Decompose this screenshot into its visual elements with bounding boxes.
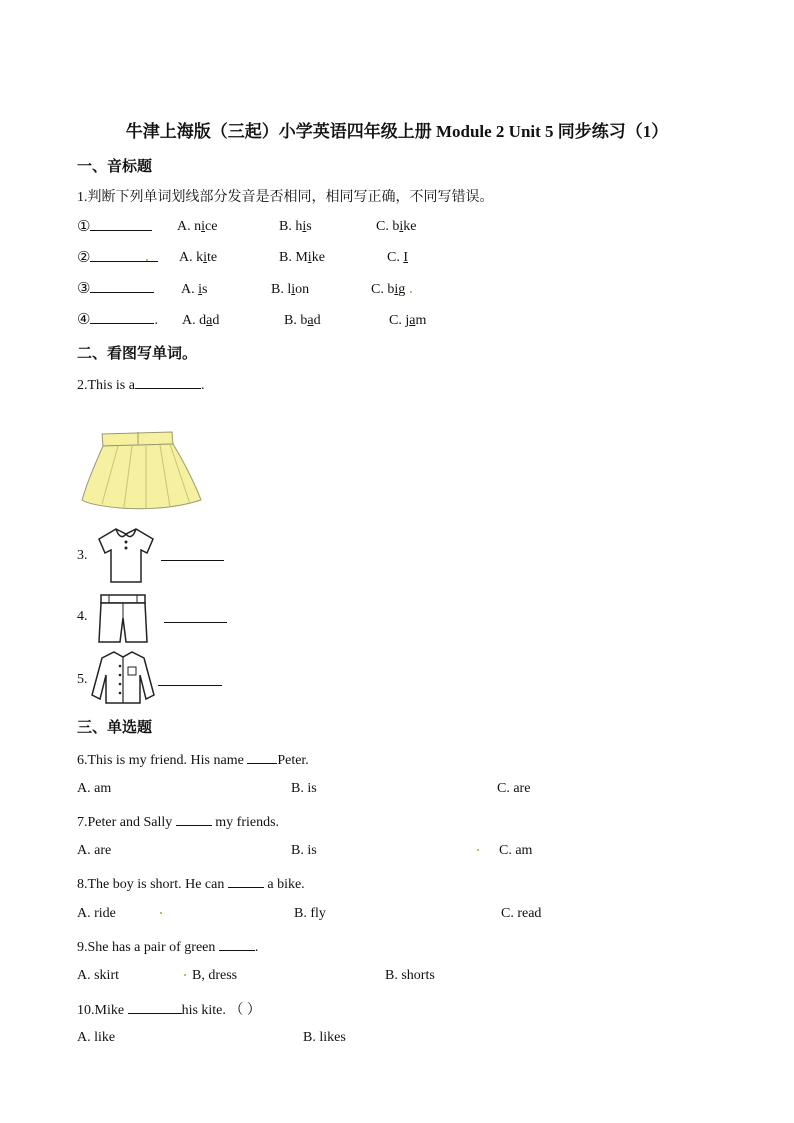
scan-dot [477,849,479,851]
answer-blank[interactable] [228,874,264,888]
option-c: C. bike [376,219,417,234]
shorts-image [97,592,149,646]
option-b: B. Mike [279,250,325,265]
answer-blank[interactable] [90,217,152,231]
scan-dot [410,291,412,293]
answer-blank[interactable] [161,560,224,561]
option-c: C. I [387,250,409,265]
scan-dot [184,974,186,976]
document-title: 牛津上海版（三起）小学英语四年级上册 Module 2 Unit 5 同步练习（1） [125,122,669,141]
answer-blank[interactable] [247,750,277,764]
question-2: 2.This is a . [77,375,204,394]
answer-blank[interactable] [135,375,201,389]
item-number: ③ [77,281,91,297]
question-3-number: 3. [77,548,88,563]
option-a: A. dad [182,313,220,328]
phonics-item-1 [77,217,152,236]
scan-dot [160,912,162,914]
section-heading-phonics: 一、音标题 [77,159,153,175]
option-a: A. nice [177,219,218,234]
option-a[interactable]: A. skirt [77,968,119,983]
option-b[interactable]: B. is [291,843,317,858]
option-b: B. his [279,219,312,234]
question-7: 7.Peter and Sally my friends. [77,812,279,831]
question-9: 9.She has a pair of green . [77,937,258,956]
shirt-image [95,526,157,584]
option-b: B. bad [284,313,321,328]
option-c: C. big [371,282,406,297]
answer-blank[interactable] [219,937,255,951]
scan-dot [146,259,148,261]
answer-blank[interactable] [164,622,227,623]
jacket-image [90,649,156,705]
question-5-number: 5. [77,672,88,687]
question-1-instruction: 1.判断下列单词划线部分发音是否相同，相同写正确，不同写错误。 [77,190,494,205]
question-4-number: 4. [77,609,88,624]
option-c[interactable]: C. am [499,843,533,858]
question-10: 10.Mike his kite. （ ） [77,999,261,1019]
option-c: C. jam [389,313,427,328]
question-8: 8.The boy is short. He can a bike. [77,874,305,893]
phonics-item-2 [77,248,158,267]
section-heading-picture-words: 二、看图写单词。 [77,346,198,362]
phonics-item-4: ④ . [77,312,158,328]
answer-blank[interactable] [176,812,212,826]
option-b[interactable]: B. likes [303,1030,346,1045]
phonics-item-3 [77,279,154,298]
item-number: ① [77,219,91,235]
option-a[interactable]: A. like [77,1030,116,1045]
option-b[interactable]: B. is [291,781,317,796]
option-a: A. kite [179,250,218,265]
option-c[interactable]: B. shorts [385,968,435,983]
option-b[interactable]: B, dress [192,968,238,983]
section-heading-single-choice: 三、单选题 [77,720,153,736]
option-a[interactable]: A. am [77,781,112,796]
option-a: A. is [181,282,208,297]
option-b: B. lion [271,282,310,297]
option-a[interactable]: A. ride [77,906,116,921]
item-number: ④ [77,312,91,328]
option-b[interactable]: B. fly [294,906,326,921]
option-a[interactable]: A. are [77,843,112,858]
option-c[interactable]: C. read [501,906,542,921]
skirt-image [80,428,204,510]
option-c[interactable]: C. are [497,781,531,796]
answer-blank[interactable] [90,279,154,293]
question-6: 6.This is my friend. His name Peter. [77,750,309,769]
answer-blank[interactable] [90,248,158,262]
answer-blank[interactable] [90,310,154,324]
answer-blank[interactable] [158,685,222,686]
item-number: ② [77,250,91,266]
answer-blank[interactable] [128,1000,182,1014]
